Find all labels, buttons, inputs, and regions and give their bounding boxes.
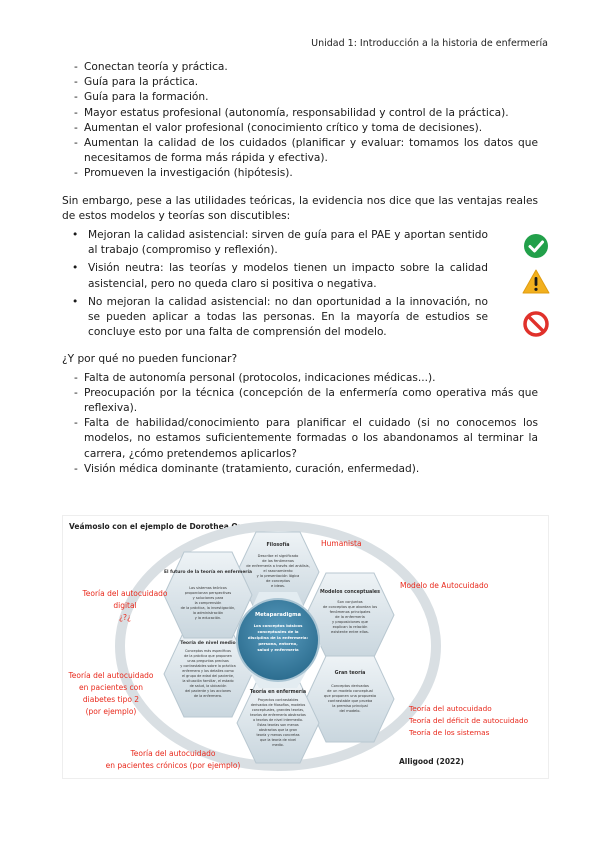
- svg-text:la comprensión: la comprensión: [194, 601, 222, 605]
- figure-citation: Alligood (2022): [399, 757, 464, 766]
- svg-text:del modelo.: del modelo.: [339, 709, 361, 713]
- svg-text:la situación familiar, el esta: la situación familiar, el estado: [182, 679, 234, 683]
- list-item: - Visión médica dominante (tratamiento, curación, enfermedad).: [74, 462, 538, 477]
- list-item: - Guía para la formación.: [74, 90, 538, 105]
- svg-text:explican la relación: explican la relación: [332, 625, 368, 629]
- advantages-list: [74, 60, 538, 182]
- reasons-list: [74, 371, 538, 477]
- svg-text:e ideas.: e ideas.: [270, 584, 286, 588]
- svg-text:persona, entorno,: persona, entorno,: [258, 641, 298, 646]
- svg-text:el razonamiento: el razonamiento: [263, 569, 293, 573]
- svg-text:Teoría del autocuidado: Teoría del autocuidado: [82, 589, 168, 598]
- svg-text:que proponen una propuesta: que proponen una propuesta: [323, 694, 377, 698]
- hexagon-teoria-enfermeria: [237, 683, 319, 763]
- svg-text:teorías de enfermería abstract: teorías de enfermería abstractas: [250, 713, 306, 717]
- svg-text:la premisa principal: la premisa principal: [332, 704, 368, 708]
- svg-text:y soluciones para: y soluciones para: [192, 596, 224, 600]
- list-item: - Conectan teoría y práctica.: [74, 60, 538, 75]
- warning-icon: [522, 268, 550, 296]
- svg-text:conceptuales, grandes teorías,: conceptuales, grandes teorías,: [251, 708, 305, 712]
- svg-text:de un modelo conceptual: de un modelo conceptual: [327, 689, 373, 693]
- svg-text:y contrastables sobre la práct: y contrastables sobre la práctica: [180, 664, 236, 668]
- svg-text:el grupo de edad del paciente,: el grupo de edad del paciente,: [182, 674, 234, 678]
- svg-text:digital: digital: [113, 601, 137, 610]
- svg-text:y la presentación lógica: y la presentación lógica: [256, 574, 300, 578]
- annotation-teoria-sistemas: Teoría de los sistemas: [409, 728, 490, 737]
- svg-text:Teoría de nivel medio: Teoría de nivel medio: [180, 641, 236, 646]
- svg-text:Filosofía: Filosofía: [266, 543, 290, 548]
- svg-text:Teoría del autocuidado: Teoría del autocuidado: [130, 749, 216, 758]
- svg-text:de los fenómenos: de los fenómenos: [262, 559, 294, 563]
- svg-text:Estas teorías son menos: Estas teorías son menos: [257, 723, 299, 727]
- svg-text:de la enfermera.: de la enfermera.: [193, 694, 223, 698]
- list-item: - Aumentan el valor profesional (conocimiento crítico y toma de decisiones).: [74, 121, 538, 136]
- svg-text:contrastable que prueba: contrastable que prueba: [327, 699, 373, 703]
- prohibited-icon: [522, 310, 550, 338]
- list-item: • No mejoran la calidad asistencial: no dan oportunidad a la innovación, no se pueden aplicar a todas las personas. En la mayoría de estudios se concluye esto por una falta de comprensión del modelo.: [70, 295, 538, 341]
- svg-text:Metaparadigma: Metaparadigma: [254, 612, 302, 618]
- svg-text:en pacientes con: en pacientes con: [79, 683, 143, 692]
- list-item: - Aumentan la calidad de los cuidados (planificar y evaluar: tomamos los datos que necesitamos de forma más rápida y efectiva).: [74, 136, 538, 166]
- svg-text:que la teoría de nivel: que la teoría de nivel: [260, 738, 296, 742]
- svg-text:fenómenos principales: fenómenos principales: [329, 610, 371, 614]
- svg-text:de la práctica que proponen: de la práctica que proponen: [184, 654, 232, 658]
- svg-text:de conceptos: de conceptos: [265, 579, 291, 583]
- check-icon: [522, 232, 550, 260]
- list-item: - Falta de habilidad/conocimiento para planificar el cuidado (si no conocemos los modelos, no estamos suficientemente formadas o los abandonamos al terminar la carrera, ¿cómo pretendemos aplicarlos?: [74, 416, 538, 462]
- svg-text:Conceptos más específicos: Conceptos más específicos: [185, 649, 231, 653]
- svg-text:abstractas que la gran: abstractas que la gran: [258, 728, 298, 732]
- svg-text:Los conceptos básicos: Los conceptos básicos: [253, 623, 303, 628]
- list-item: - Falta de autonomía personal (protocolos, indicaciones médicas...).: [74, 371, 538, 386]
- svg-text:Los sistemas teóricos: Los sistemas teóricos: [189, 586, 227, 590]
- svg-text:o teorías de nivel intermedio.: o teorías de nivel intermedio.: [253, 718, 303, 722]
- list-item: - Promueven la investigación (hipótesis).: [74, 166, 538, 181]
- annotation-teoria-deficit: Teoría del déficit de autocuidado: [409, 716, 529, 725]
- svg-text:de enfermería a través del aná: de enfermería a través del análisis,: [246, 564, 310, 568]
- svg-text:Son conjuntos: Son conjuntos: [337, 600, 363, 604]
- svg-text:unas preguntas precisas: unas preguntas precisas: [187, 659, 229, 663]
- list-item: - Mayor estatus profesional (autonomía, responsabilidad y control de la práctica).: [74, 106, 538, 121]
- list-item: - Guía para la práctica.: [74, 75, 538, 90]
- svg-text:del paciente y las acciones: del paciente y las acciones: [185, 689, 231, 693]
- svg-text:en pacientes crónicos (por eje: en pacientes crónicos (por ejemplo): [105, 761, 241, 770]
- list-item: • Mejoran la calidad asistencial: sirven de guía para el PAE y aportan sentido al trabajo (compromiso y reflexión).: [70, 228, 538, 258]
- svg-text:de la práctica, la investigaci: de la práctica, la investigación,: [180, 606, 236, 610]
- svg-text:derivados de filosofías, model: derivados de filosofías, modelos: [250, 703, 306, 707]
- svg-text:teoría y menos concretas: teoría y menos concretas: [256, 733, 300, 737]
- evidence-intro: Sin embargo, pese a las utilidades teóricas, la evidencia nos dice que las ventajas reales de estos modelos y teorías son discutibles:: [62, 194, 538, 222]
- evidence-list: [70, 228, 538, 340]
- orem-theory-figure: [62, 515, 549, 779]
- svg-text:de salud, la ubicación: de salud, la ubicación: [189, 684, 227, 688]
- svg-text:Proyectos contrastables: Proyectos contrastables: [257, 698, 299, 702]
- annotation-teoria-autocuidado: Teoría del autocuidado: [409, 704, 492, 713]
- svg-text:Gran teoría: Gran teoría: [334, 671, 366, 676]
- svg-text:y proposiciones que: y proposiciones que: [332, 620, 368, 624]
- svg-text:la administración: la administración: [192, 611, 224, 615]
- svg-text:(por ejemplo): (por ejemplo): [85, 707, 137, 716]
- svg-text:Conceptos derivados: Conceptos derivados: [331, 684, 369, 688]
- svg-text:El futuro de la teoría en enfe: El futuro de la teoría en enfermería: [164, 570, 252, 575]
- svg-text:proporcionan perspectivas: proporcionan perspectivas: [184, 591, 232, 595]
- svg-text:medio.: medio.: [272, 743, 284, 747]
- svg-text:de la enfermería: de la enfermería: [335, 615, 365, 619]
- page-header: Unidad 1: Introducción a la historia de enfermería: [311, 38, 548, 49]
- svg-text:Describe el significado: Describe el significado: [257, 554, 299, 558]
- list-item: - Preocupación por la técnica (concepción de la enfermería como operativa más que reflexiva).: [74, 386, 538, 416]
- svg-text:diabetes tipo 2: diabetes tipo 2: [82, 695, 140, 704]
- svg-text:Teoría en enfermería: Teoría en enfermería: [249, 690, 307, 695]
- hexagon-gran-teoria: [306, 656, 394, 742]
- annotation-autocuidado-digital: [81, 589, 167, 622]
- figure-title: Veámoslo con el ejemplo de Dorothea Orem....: [69, 522, 266, 531]
- list-item: • Visión neutra: las teorías y modelos tienen un impacto sobre la calidad asistencial, pero no queda claro si positiva o negativa.: [70, 261, 538, 291]
- svg-text:enfermera y los detalles como: enfermera y los detalles como: [182, 669, 234, 673]
- question-heading: ¿Y por qué no pueden funcionar?: [62, 353, 238, 366]
- svg-text:disciplina de la enfermería:: disciplina de la enfermería:: [247, 635, 309, 640]
- annotation-humanista: Humanista: [321, 539, 362, 548]
- svg-text:Teoría del autocuidado: Teoría del autocuidado: [68, 671, 154, 680]
- svg-text:existente entre ellos.: existente entre ellos.: [331, 630, 369, 634]
- svg-text:de conceptos que abordan los: de conceptos que abordan los: [322, 605, 378, 609]
- svg-text:conceptuales de la: conceptuales de la: [257, 629, 299, 634]
- svg-text:Modelos conceptuales: Modelos conceptuales: [319, 590, 381, 595]
- svg-text:salud y enfermería: salud y enfermería: [257, 647, 299, 652]
- svg-text:¿?¿: ¿?¿: [119, 613, 131, 622]
- annotation-modelo-autocuidado: Modelo de Autocuidado: [400, 581, 489, 590]
- document-body: [62, 60, 538, 477]
- svg-text:y la educación.: y la educación.: [194, 616, 222, 620]
